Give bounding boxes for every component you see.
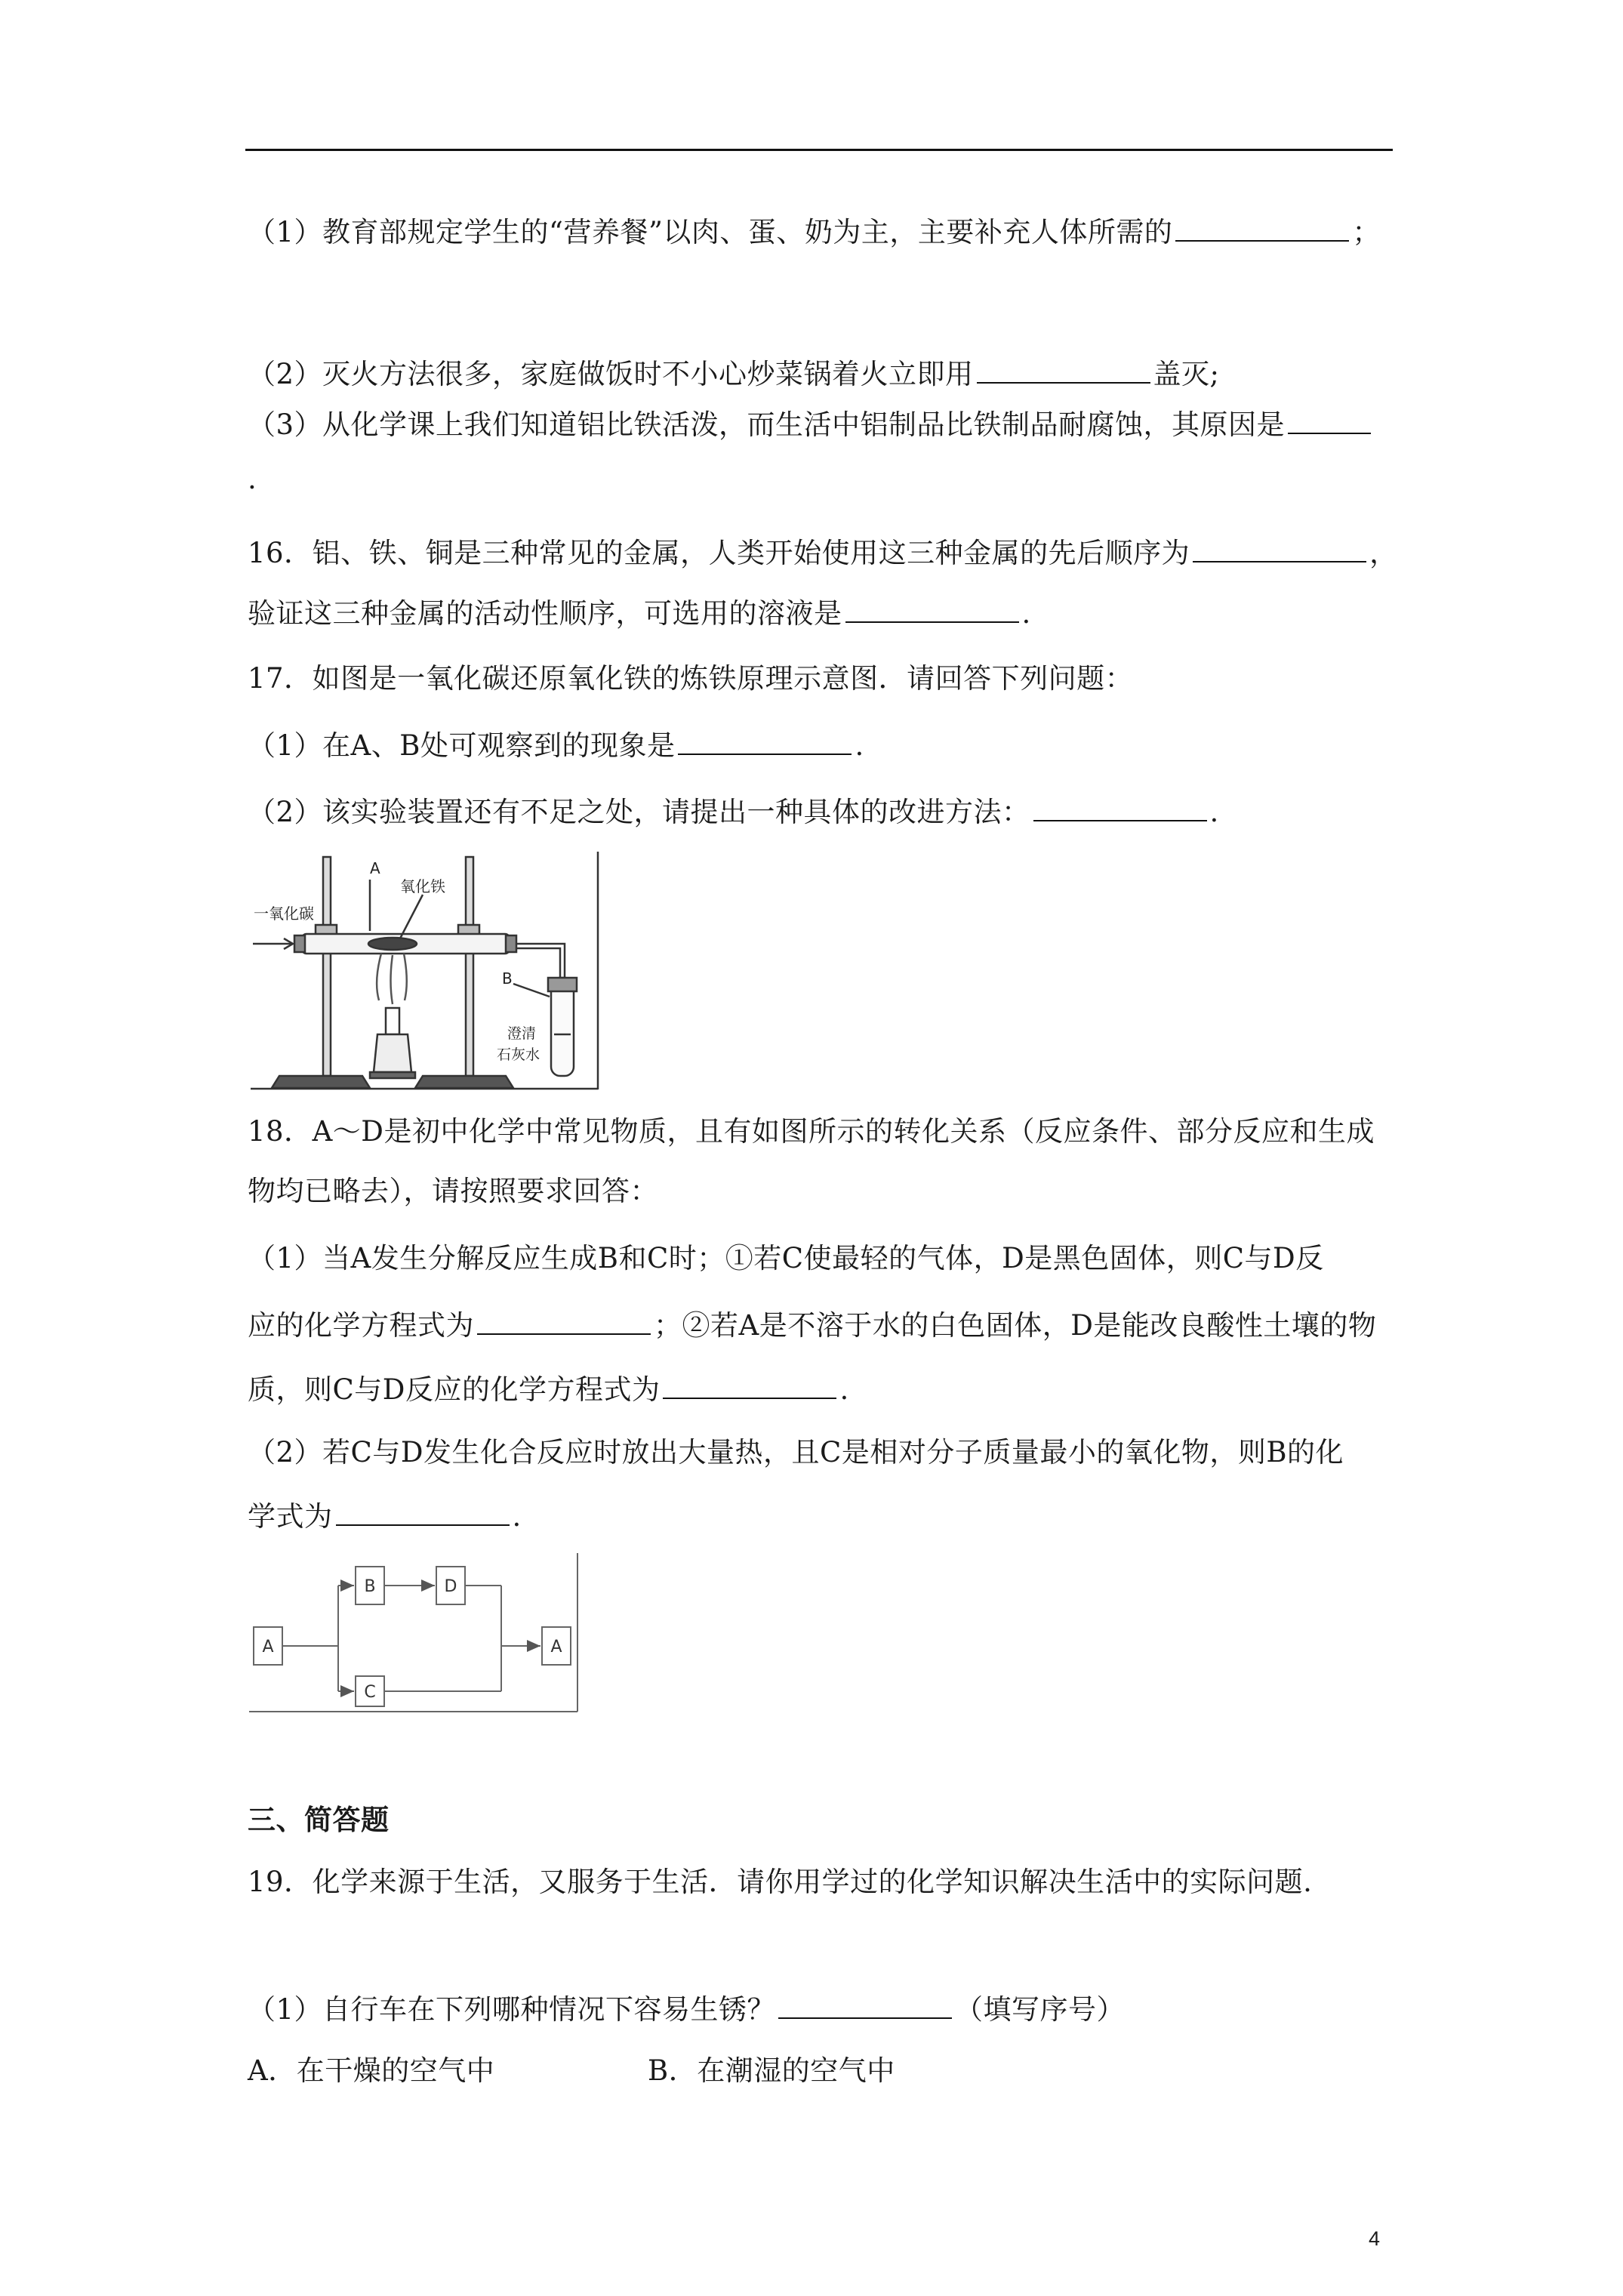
answer-blank[interactable] bbox=[336, 1497, 510, 1526]
answer-blank[interactable] bbox=[1175, 213, 1349, 242]
q16-line1: 16．铝、铁、铜是三种常见的金属，人类开始使用这三种金属的先后顺序为 ， bbox=[248, 534, 1398, 572]
answer-blank[interactable] bbox=[663, 1370, 836, 1399]
q17-part1: （1）在A、B处可观察到的现象是 . bbox=[248, 726, 864, 765]
node-b: B bbox=[364, 1577, 376, 1596]
answer-blank[interactable] bbox=[778, 1990, 952, 2019]
node-a-left: A bbox=[262, 1638, 274, 1657]
section-title: 三、简答题 bbox=[248, 1803, 390, 1836]
answer-blank[interactable] bbox=[678, 726, 852, 755]
conversion-diagram bbox=[248, 1552, 580, 1714]
q19-option-a: A．在干燥的空气中 bbox=[248, 2054, 495, 2087]
q19-intro: 19．化学来源于生活，又服务于生活．请你用学过的化学知识解决生活中的实际问题. bbox=[248, 1866, 1313, 1898]
q19-part1: （1）自行车在下列哪种情况下容易生锈？ （填写序号） bbox=[248, 1990, 1125, 2029]
label-limewater-2: 石灰水 bbox=[497, 1046, 540, 1063]
q18-line7: 学式为 . bbox=[248, 1497, 522, 1536]
label-a: A bbox=[370, 859, 380, 877]
answer-blank[interactable] bbox=[1193, 534, 1366, 562]
node-d: D bbox=[444, 1577, 457, 1596]
label-co: 一氧化碳 bbox=[254, 905, 314, 923]
page-number: 4 bbox=[1369, 2227, 1381, 2250]
q18-line1: 18．A～D是初中化学中常见物质，且有如图所示的转化关系（反应条件、部分反应和生成 bbox=[248, 1115, 1375, 1148]
q18-line3: （1）当A发生分解反应生成B和C时；①若C使最轻的气体，D是黑色固体，则C与D反 bbox=[248, 1242, 1324, 1274]
q19-option-b: B．在潮湿的空气中 bbox=[648, 2054, 895, 2087]
header-rule bbox=[245, 149, 1393, 151]
node-a-right: A bbox=[550, 1638, 562, 1657]
q15-part1: （1）教育部规定学生的“营养餐”以肉、蛋、奶为主，主要补充人体所需的 ； bbox=[248, 213, 1381, 251]
answer-blank[interactable] bbox=[1033, 793, 1207, 821]
q18-line4: 应的化学方程式为 ；②若A是不溶于水的白色固体，D是能改良酸性土壤的物 bbox=[248, 1306, 1376, 1345]
answer-blank[interactable] bbox=[977, 355, 1150, 384]
q15-part2: （2）灭火方法很多，家庭做饭时不小心炒菜锅着火立即用 盖灭; bbox=[248, 355, 1220, 393]
q18-line5: 质，则C与D反应的化学方程式为 . bbox=[248, 1370, 849, 1409]
label-iron-oxide: 氧化铁 bbox=[400, 877, 445, 895]
node-c: C bbox=[364, 1683, 376, 1702]
q17-part2: （2）该实验装置还有不足之处，请提出一种具体的改进方法： . bbox=[248, 793, 1219, 831]
q18-line2: 物均已略去），请按照要求回答： bbox=[248, 1175, 658, 1207]
q18-line6: （2）若C与D发生化合反应时放出大量热，且C是相对分子质量最小的氧化物，则B的化 bbox=[248, 1436, 1344, 1469]
answer-blank[interactable] bbox=[845, 594, 1019, 623]
q16-line2: 验证这三种金属的活动性顺序，可选用的溶液是 . bbox=[248, 594, 1031, 633]
q15-part3: （3）从化学课上我们知道铝比铁活泼，而生活中铝制品比铁制品耐腐蚀，其原因是 bbox=[248, 405, 1374, 444]
label-limewater-1: 澄清 bbox=[507, 1025, 537, 1042]
answer-blank[interactable] bbox=[1288, 405, 1371, 434]
q15-part3-end: . bbox=[248, 463, 257, 495]
ironmaking-apparatus-figure bbox=[249, 849, 600, 1091]
answer-blank[interactable] bbox=[477, 1306, 651, 1335]
q17-intro: 17．如图是一氧化碳还原氧化铁的炼铁原理示意图．请回答下列问题： bbox=[248, 662, 1134, 695]
label-b: B bbox=[502, 969, 513, 988]
